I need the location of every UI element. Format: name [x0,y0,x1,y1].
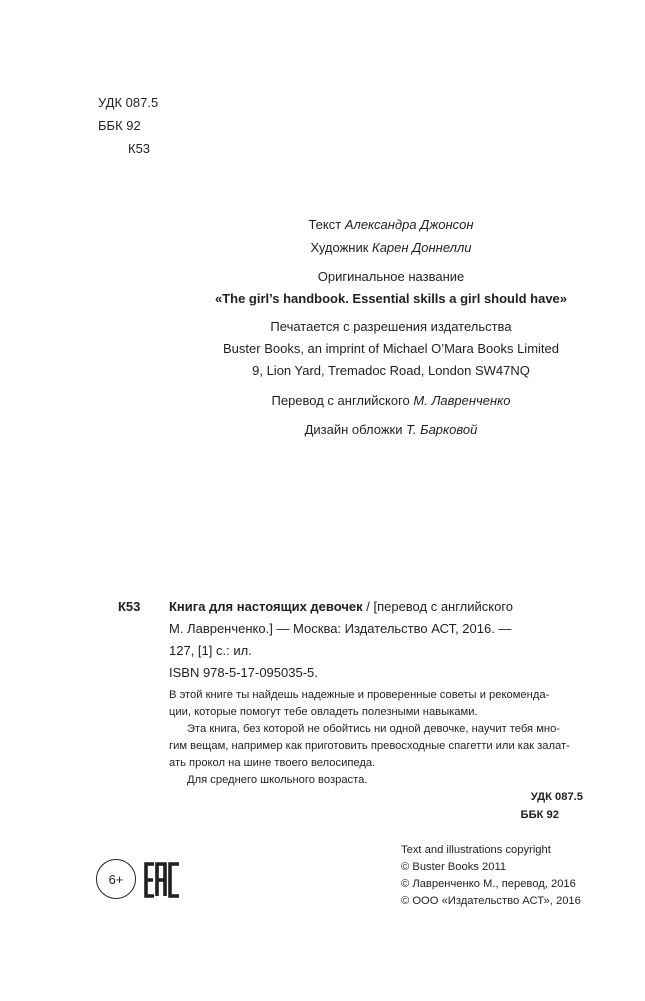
copyright-line: © Лавренченко М., перевод, 2016 [401,878,576,890]
copyright-line: Text and illustrations copyright [401,844,551,856]
annotation-line: Эта книга, без которой не обойтись ни одной девочке, научит тебя мно- [187,723,561,735]
isbn: ISBN 978-5-17-095035-5. [169,665,318,680]
permission-line-1: Печатается с разрешения издательства [270,319,512,334]
translation-label: Перевод с английского [271,393,410,408]
bib-title: Книга для настоящих девочек [169,599,363,614]
translator-name: М. Лавренченко [413,393,511,408]
bbk-top: ББК 92 [98,118,141,133]
bib-line1-rest: / [перевод с английского [362,599,514,614]
bib-line-1 [169,598,513,615]
credit-artist-line [140,239,642,256]
age-rating-badge: 6+ [96,859,136,899]
eac-icon [143,861,183,899]
annotation-line: ать прокол на шине твоего велосипеда. [169,757,376,769]
udk-top: УДК 087.5 [98,95,159,110]
copyright-line: © Buster Books 2011 [401,861,507,873]
copyright-line: © ООО «Издательство АСТ», 2016 [401,895,581,907]
annotation-line: ции, которые помогут тебе овладеть полезными навыками. [169,706,478,718]
permission-line-2: Buster Books, an imprint of Michael O’Mara Books Limited [223,341,559,356]
bbk-bottom: ББК 92 [520,809,559,821]
annotation-line: гим вещам, например как приготовить превосходные спагетти или как залат- [169,740,570,752]
cover-credit [140,421,642,438]
udk-bottom: УДК 087.5 [530,791,583,803]
cover-label: Дизайн обложки [304,422,403,437]
bib-author-code: К53 [118,599,141,614]
credit-artist-name: Карен Доннелли [372,240,472,255]
permission-line-3: 9, Lion Yard, Tremadoc Road, London SW47NQ [252,363,530,378]
credit-artist-label: Художник [310,240,369,255]
credit-text-author: Александра Джонсон [344,217,474,232]
original-title: «The girl’s handbook. Essential skills a girl should have» [214,291,568,306]
bib-line-3: 127, [1] с.: ил. [169,643,252,658]
annotation-line: В этой книге ты найдешь надежные и проверенные советы и рекоменда- [169,689,550,701]
original-title-label: Оригинальное название [317,269,465,284]
annotation-line: Для среднего школьного возраста. [187,774,368,786]
credit-text-label: Текст [308,217,342,232]
credit-text-line [140,216,642,233]
translation-credit [140,392,642,409]
cover-designer: Т. Барковой [406,422,478,437]
author-code-top: К53 [128,141,151,156]
bib-line-2: М. Лавренченко.] — Москва: Издательство АСТ, 2016. — [169,621,512,636]
